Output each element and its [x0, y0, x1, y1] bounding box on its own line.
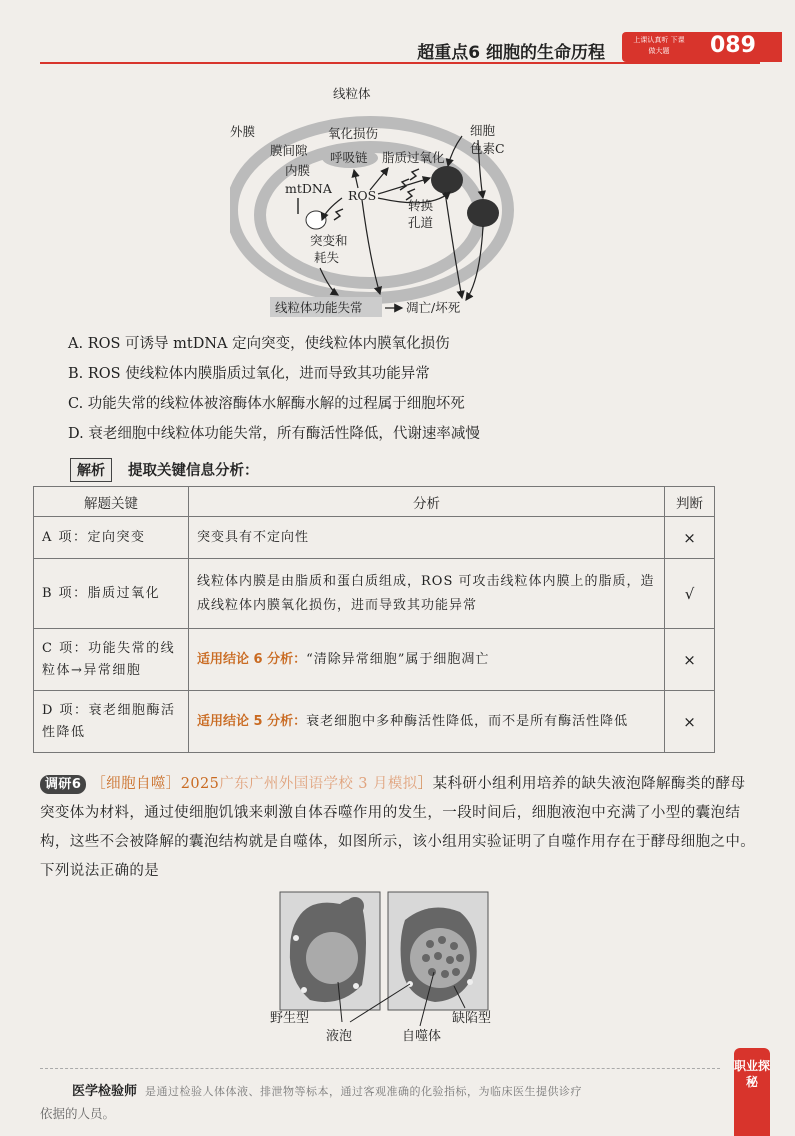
career-side-tab: 职业探秘 — [734, 1048, 770, 1136]
option-b: B. ROS 使线粒体内膜脂质过氧化，进而导致其功能异常 — [68, 366, 430, 382]
cytochrome-dot-2 — [467, 199, 499, 227]
label-transition-2: 孔道 — [408, 215, 434, 230]
table-row — [34, 559, 715, 629]
row-key: B 项：脂质过氧化 — [34, 559, 189, 629]
label-cytochrome-1: 细胞 — [470, 123, 496, 138]
table-row — [34, 691, 715, 753]
table-header-row — [34, 487, 715, 517]
label-intermembrane: 膜间隙 — [270, 143, 308, 158]
page-number: 089 — [710, 33, 756, 58]
badge-slogan: 上课认真听 下课做大题 — [633, 36, 685, 55]
label-mtdna: mtDNA — [285, 181, 332, 196]
header-judge: 判断 — [665, 487, 715, 517]
option-d: D. 衰老细胞中线粒体功能失常，所有酶活性降低，代谢速率减慢 — [68, 426, 480, 442]
row-judge: × — [665, 629, 715, 691]
career-desc: 是通过检验人体体液、排泄物等标本，通过客观准确的化验指标，为临床医生提供诊疗 — [144, 1085, 582, 1098]
label-wild-type: 野生型 — [270, 1011, 310, 1026]
label-mutation-2: 耗失 — [314, 250, 340, 265]
question-text: 某科研小组利用培养的缺失液泡降解酶类的酵母突变体为材料，通过使细胞饥饿来刺激自体吞噬作用的发生，一段时间后，细胞液泡中充满了小型的囊泡结构，这些不会被降解的囊泡结构就是自噬体，如图所示，该小组用实验证明了自噬作用存在于酵母细胞之中。下列说法正确的是 — [40, 776, 756, 879]
question-year: 2025 — [180, 776, 220, 792]
label-inner-membrane: 内膜 — [285, 163, 311, 178]
row-key: D 项：衰老细胞酶活性降低 — [34, 691, 189, 753]
question-6: 调研6 ［细胞自噬］2025广东广州外国语学校 3 月模拟］某科研小组利用培养的缺失液泡降解酶类的酵母突变体为材料，通过使细胞饥饿来刺激自体吞噬作用的发生，一段时间后，细胞液泡中充满了小型的囊泡结构，这些不会被降解的囊泡结构就是自噬体，如图所示，该小组用实验证明了自噬作用存在于酵母细胞之中。下列说法正确的是 — [40, 776, 756, 879]
label-respiratory-chain: 呼吸链 — [330, 150, 368, 165]
analysis-intro: 提取关键信息分析： — [128, 463, 259, 479]
label-ros: ROS — [348, 188, 377, 203]
label-transition-1: 转换 — [408, 198, 434, 213]
footer-career-cont: 依据的人员。 — [40, 1106, 116, 1121]
analysis-table — [33, 486, 715, 753]
cytochrome-dot-1 — [431, 166, 463, 194]
footer-rule — [40, 1068, 720, 1069]
label-mitochondrion: 线粒体 — [333, 86, 371, 101]
conclusion-tag: 适用结论 6 分析： — [197, 651, 307, 667]
analysis-label: 解析 — [70, 458, 112, 482]
row-key: A 项：定向突变 — [34, 517, 189, 559]
label-mutation-1: 突变和 — [310, 233, 348, 248]
mitochondria-diagram — [230, 80, 560, 325]
row-analysis: 适用结论 6 分析：“清除异常细胞”属于细胞凋亡 — [189, 629, 665, 691]
row-analysis: 突变具有不定向性 — [189, 517, 665, 559]
row-judge: × — [665, 691, 715, 753]
option-c: C. 功能失常的线粒体被溶酶体水解酶水解的过程属于细胞坏死 — [68, 396, 465, 412]
question-topic: ［细胞自噬］ — [91, 776, 181, 792]
header-key: 解题关键 — [34, 487, 189, 517]
wild-vacuole — [306, 932, 358, 984]
career-term: 医学检验师 — [72, 1084, 138, 1099]
conclusion-tag: 适用结论 5 分析： — [197, 713, 307, 729]
table-row — [34, 517, 715, 559]
row-judge: × — [665, 517, 715, 559]
mtdna-circle — [306, 211, 326, 229]
label-cytochrome-2: 色素C — [470, 141, 505, 156]
header-rule — [40, 62, 760, 64]
label-dysfunction: 线粒体功能失常 — [275, 300, 363, 315]
label-vacuole: 液泡 — [326, 1029, 353, 1044]
header-analysis: 分析 — [189, 487, 665, 517]
question-badge: 调研6 — [40, 775, 86, 794]
question-source: 广东广州外国语学校 3 月模拟 — [219, 776, 418, 792]
label-oxidative-damage: 氧化损伤 — [328, 126, 379, 141]
footer-career — [72, 1080, 582, 1099]
label-lipid-peroxidation: 脂质过氧化 — [382, 150, 445, 165]
label-autophagosome: 自噬体 — [402, 1029, 442, 1044]
row-analysis: 线粒体内膜是由脂质和蛋白质组成，ROS 可攻击线粒体内膜上的脂质，造成线粒体内膜氧化损伤，进而导致其功能异常 — [189, 559, 665, 629]
chapter-title: 超重点6 细胞的生命历程 — [417, 43, 605, 63]
option-a: A. ROS 可诱导 mtDNA 定向突变，使线粒体内膜氧化损伤 — [68, 336, 450, 352]
label-outcome: 凋亡/坏死 — [406, 300, 461, 315]
table-row — [34, 629, 715, 691]
label-outer-membrane: 外膜 — [230, 124, 256, 139]
yeast-diagram — [270, 890, 510, 1055]
label-mutant: 缺陷型 — [452, 1011, 492, 1026]
row-analysis: 适用结论 5 分析：衰老细胞中多种酶活性降低，而不是所有酶活性降低 — [189, 691, 665, 753]
row-key: C 项：功能失常的线粒体→异常细胞 — [34, 629, 189, 691]
row-judge: √ — [665, 559, 715, 629]
